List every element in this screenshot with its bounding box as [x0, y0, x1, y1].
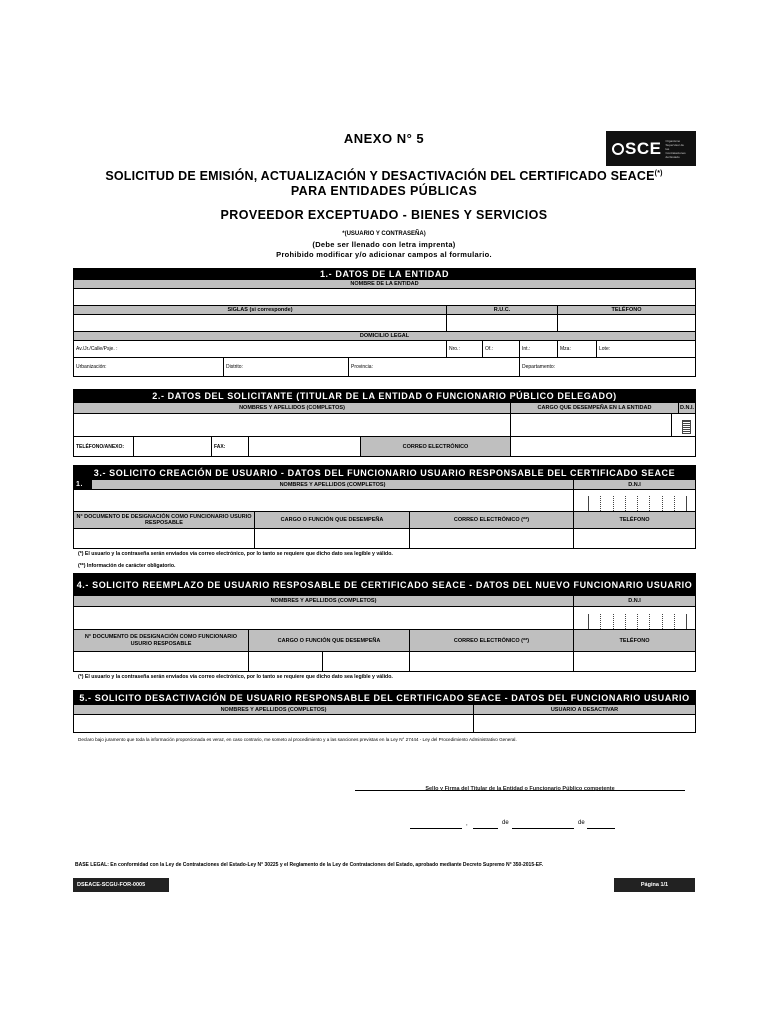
interior-label: Int.: [522, 346, 531, 352]
solicitante-nombres-label: NOMBRES Y APELLIDOS (COMPLETOS) [74, 403, 511, 414]
s3-correo-label: CORREO ELECTRÓNICO (**) [410, 512, 574, 529]
s4-nombres-label: NOMBRES Y APELLIDOS (COMPLETOS) [74, 596, 574, 607]
place-line[interactable] [410, 828, 462, 829]
s3-doc-label: N° DOCUMENTO DE DESIGNACIÓN COMO FUNCIONARIO USURIO RESPOSABLE [74, 512, 255, 529]
solicitante-cargo-label-visible: CARGO QUE DESEMPEÑA EN LA ENTIDAD [511, 403, 679, 413]
solicitante-telefono-label: TELÉFONO/ANEXO: [74, 437, 134, 457]
year-line[interactable] [587, 828, 615, 829]
interior-field[interactable] [520, 341, 558, 358]
departamento-field[interactable] [520, 358, 696, 377]
section-3-number: 1. [74, 480, 92, 490]
numero-label: Nro.: [449, 346, 460, 352]
section-5-header: 5.- SOLICITO DESACTIVACIÓN DE USUARIO RESPONSABLE DEL CERTIFICADO SEACE - DATOS DEL FUNCIONARIO USUARIO [74, 691, 696, 705]
departamento-label: Departamento: [522, 364, 556, 370]
day-line[interactable] [473, 828, 498, 829]
solicitante-dni-field[interactable] [682, 420, 691, 434]
solicitante-telefono-field[interactable] [134, 437, 212, 457]
s5-usuario-field[interactable] [474, 715, 696, 733]
siglas-label: SIGLAS (si corresponde) [74, 306, 447, 315]
note-usuario: *(USUARIO Y CONTRASEÑA) [342, 231, 426, 237]
annex-title: ANEXO N° 5 [343, 131, 425, 146]
s4-telefono-label: TELÉFONO [574, 630, 696, 652]
section-2-table [73, 389, 696, 457]
logo-subtext: Organismo Supervisor de las Contrataciones del Estado [665, 138, 686, 159]
base-legal: BASE LEGAL: En conformidad con la Ley de Contrataciones del Estado-Ley N° 30225 y el Reglamento de la Ley de Contrataciones del Estado, aprobado mediante Decreto Supremo N° 350-2015-EF. [75, 862, 544, 868]
date-de-2: de [578, 820, 585, 826]
provincia-field[interactable] [349, 358, 520, 377]
form-title-line2: PARA ENTIDADES PÚBLICAS [290, 184, 478, 198]
siglas-field[interactable] [74, 315, 447, 332]
s3-dni-field[interactable] [588, 496, 687, 511]
s4-correo-label: CORREO ELECTRÓNICO (**) [410, 630, 574, 652]
declaration-text: Declaro bajo juramento que toda la información proporcionada es veraz, en caso contrario, me someto al procedimiento y a las sanciones previstas en la Ley N° 27444 - Ley del Procedimiento Administrativo General. [78, 737, 517, 742]
section-1-table [73, 268, 696, 377]
ruc-field[interactable] [447, 315, 558, 332]
oficina-label: Of.: [485, 346, 494, 352]
distrito-label: Distrito: [226, 364, 243, 370]
solicitante-correo-field[interactable] [511, 437, 696, 457]
solicitante-dni-label: D.N.I. [680, 405, 695, 411]
form-subtitle: PROVEEDOR EXCEPTUADO - BIENES Y SERVICIOS [220, 208, 548, 222]
solicitante-cargo-field[interactable] [511, 414, 672, 436]
s4-dni-label: D.N.I [574, 596, 696, 607]
signature-label: Sello y Firma del Titular de la Entidad o Funcionario Público competente [425, 786, 615, 792]
logo-circle-icon [612, 143, 624, 155]
telefono-label: TELÉFONO [558, 306, 696, 315]
s4-correo-field[interactable] [410, 652, 574, 672]
date-de-1: de [502, 820, 509, 826]
section-1-header: 1.- DATOS DE LA ENTIDAD [74, 269, 696, 280]
section-3-header: 3.- SOLICITO CREACIÓN DE USUARIO - DATOS DEL FUNCIONARIO USUARIO RESPONSABLE DEL CERTIFICADO SEACE [74, 466, 696, 480]
nombre-entidad-field[interactable] [74, 289, 696, 306]
s4-cargo-field-1[interactable] [249, 652, 323, 672]
section-3-table [73, 465, 696, 549]
oficina-field[interactable] [483, 341, 520, 358]
urbanizacion-label: Urbanización: [76, 364, 107, 370]
distrito-field[interactable] [224, 358, 349, 377]
s5-nombres-label: NOMBRES Y APELLIDOS (COMPLETOS) [74, 705, 474, 715]
s3-dni-label: D.N.I [574, 480, 696, 490]
solicitante-fax-label: FAX: [212, 437, 249, 457]
domicilio-label: DOMICILIO LEGAL [74, 332, 696, 341]
month-line[interactable] [512, 828, 574, 829]
s4-nombres-field[interactable] [74, 607, 574, 630]
form-title-line1: SOLICITUD DE EMISIÓN, ACTUALIZACIÓN Y DESACTIVACIÓN DEL CERTIFICADO SEACE [105, 169, 655, 183]
date-comma: , [466, 821, 468, 827]
s4-note-1: (*) El usuario y la contraseña serán enviados vía correo electrónico, por lo tanto se requiere que dicho dato sea legible y válido. [78, 674, 393, 680]
s3-note-2: (**) Información de carácter obligatorio. [78, 563, 176, 569]
solicitante-correo-label: CORREO ELECTRÓNICO [361, 437, 511, 457]
urbanizacion-field[interactable] [74, 358, 224, 377]
s4-doc-label: N° DOCUMENTO DE DESIGNACIÓN COMO FUNCIONARIO USURIO RESPOSABLE [74, 630, 249, 652]
section-2-header: 2.- DATOS DEL SOLICITANTE (TITULAR DE LA ENTIDAD O FUNCIONARIO PÚBLICO DELEGADO) [74, 390, 696, 403]
solicitante-fax-field[interactable] [249, 437, 361, 457]
manzana-field[interactable] [558, 341, 597, 358]
solicitante-nombres-field[interactable] [74, 414, 511, 437]
s3-doc-field[interactable] [74, 529, 255, 549]
lote-field[interactable] [597, 341, 696, 358]
osce-logo [606, 131, 696, 166]
avenida-label: Av./Jr./Calle/Psje. : [76, 346, 118, 352]
s5-usuario-label: USUARIO A DESACTIVAR [474, 705, 696, 715]
form-code: DSEACE-SCGU-FOR-0005 [73, 878, 169, 892]
section-5-table [73, 690, 696, 733]
telefono-field[interactable] [558, 315, 696, 332]
s4-dni-field[interactable] [588, 614, 687, 629]
note-imprenta: (Debe ser llenado con letra imprenta) [312, 240, 456, 249]
lote-label: Lote: [599, 346, 611, 352]
s3-telefono-label: TELÉFONO [574, 512, 696, 529]
s4-doc-field[interactable] [74, 652, 249, 672]
manzana-label: Mza: [560, 346, 571, 352]
ruc-label: R.U.C. [447, 306, 558, 315]
s4-telefono-field[interactable] [574, 652, 696, 672]
page-number: Página 1/1 [614, 878, 695, 892]
s3-nombres-label: NOMBRES Y APELLIDOS (COMPLETOS) [92, 480, 574, 490]
s4-cargo-field-2[interactable] [323, 652, 410, 672]
section-4-header: 4.- SOLICITO REEMPLAZO DE USUARIO RESPOSABLE DE CERTIFICADO SEACE - DATOS DEL NUEVO FUNCIONARIO USUARIO [74, 574, 696, 596]
avenida-field[interactable] [74, 341, 447, 358]
s3-telefono-field[interactable] [574, 529, 696, 549]
section-4-table [73, 573, 696, 672]
form-title-mark: (*) [654, 169, 663, 177]
s3-cargo-label: CARGO O FUNCIÓN QUE DESEMPEÑA [255, 512, 410, 529]
s3-nombres-field[interactable] [74, 490, 574, 512]
form-title [0, 169, 768, 183]
logo-text: SCE [625, 138, 662, 158]
s3-correo-field[interactable] [410, 529, 574, 549]
provincia-label: Provincia: [351, 364, 373, 370]
s3-cargo-field[interactable] [255, 529, 410, 549]
s5-nombres-field[interactable] [74, 715, 474, 733]
nombre-entidad-label: NOMBRE DE LA ENTIDAD [74, 280, 696, 289]
note-prohibido: Prohibido modificar y/o adicionar campos al formulario. [276, 250, 492, 259]
s3-note-1: (*) El usuario y la contraseña serán enviados vía correo electrónico, por lo tanto se requiere que dicho dato sea legible y válido. [78, 551, 393, 557]
s4-cargo-label: CARGO O FUNCIÓN QUE DESEMPEÑA [249, 630, 410, 652]
numero-field[interactable] [447, 341, 483, 358]
